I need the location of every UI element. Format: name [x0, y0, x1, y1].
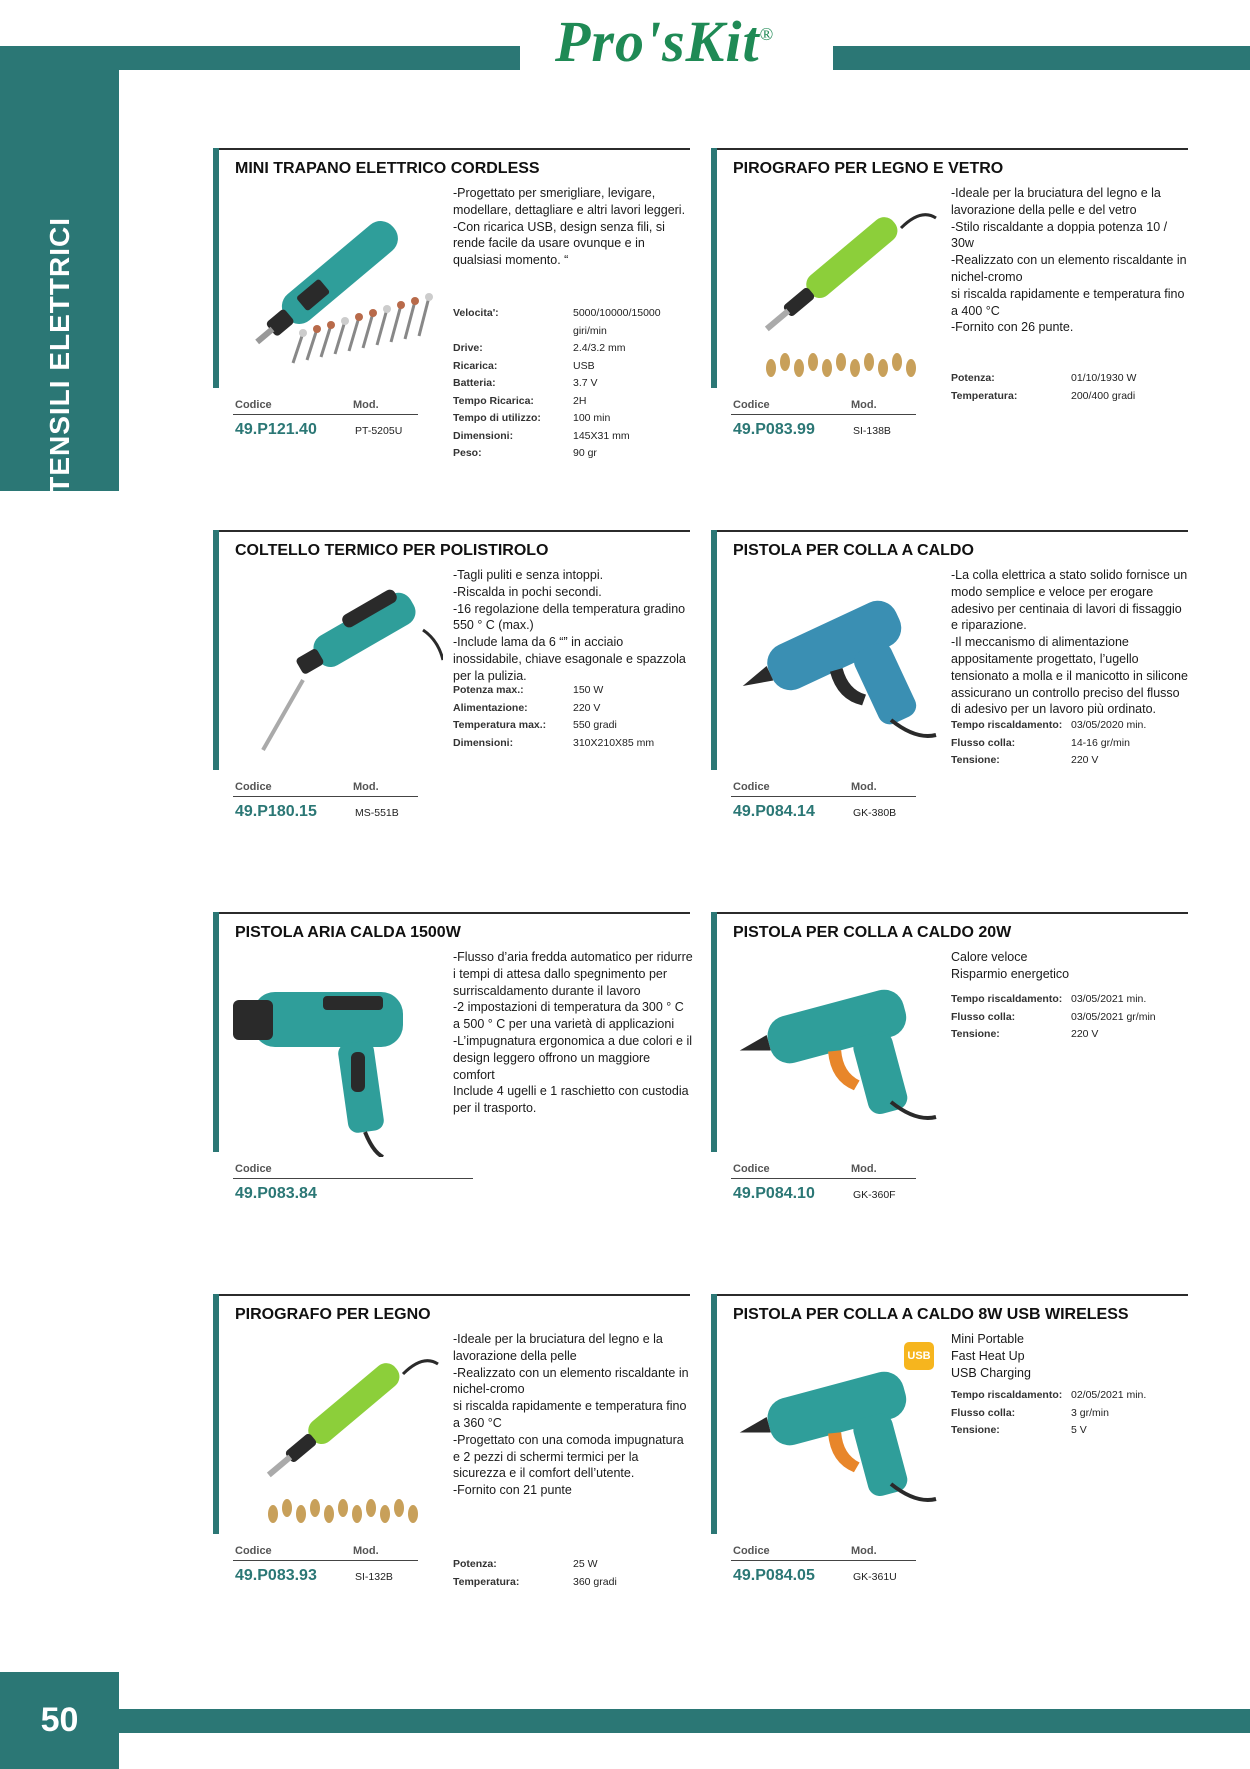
spec-row — [453, 410, 683, 428]
description-line: -Il meccanismo di alimentazione appositamente progettato, l’ugello tensionato a molla e il manicotto in silicone assicurano un controllo preciso del flusso di adesivo per un lavoro più ordinato. — [951, 635, 1188, 717]
section-tab — [0, 46, 119, 515]
spec-key: Dimensioni: — [453, 736, 514, 749]
model-label: Mod. — [353, 781, 379, 793]
code-label: Codice — [235, 1545, 272, 1557]
spec-value: 3.7 V — [573, 377, 598, 389]
pyrography-pen-icon — [233, 1334, 443, 1539]
page-number: 50 — [0, 1672, 119, 1769]
card-top-rule — [213, 912, 690, 914]
code-rule — [731, 414, 916, 415]
model-label: Mod. — [851, 399, 877, 411]
spec-key: Potenza: — [453, 1558, 497, 1570]
product-specs — [453, 305, 683, 463]
description-line: Calore veloce — [951, 950, 1028, 964]
card-top-rule — [711, 912, 1188, 914]
product-code: 49.P083.99 — [733, 421, 815, 438]
spec-row — [951, 1405, 1181, 1423]
description-line: Risparmio energetico — [951, 966, 1070, 981]
spec-value: 01/10/1930 W — [1071, 372, 1137, 384]
card-left-bar — [213, 912, 219, 1152]
spec-value: 5000/10000/15000 giri/min — [573, 307, 661, 337]
card-left-bar — [711, 530, 717, 770]
product-card — [711, 1294, 1188, 1599]
description-line: -2 impostazioni di temperatura da 300 ° C a 500 ° C per una varietà di applicazioni — [453, 1000, 684, 1032]
glue-gun-icon — [731, 570, 941, 775]
product-specs — [951, 717, 1181, 770]
code-rule — [731, 796, 916, 797]
spec-key: Temperatura max.: — [453, 719, 547, 731]
heat-gun-icon — [233, 952, 443, 1157]
spec-value: 150 W — [573, 684, 604, 696]
code-label: Codice — [733, 1545, 770, 1557]
spec-key: Flusso colla: — [951, 1010, 1016, 1023]
card-left-bar — [213, 148, 219, 388]
spec-value: 2.4/3.2 mm — [573, 342, 626, 354]
spec-row — [951, 1422, 1181, 1440]
product-card — [213, 912, 693, 1217]
product-model: PT-5205U — [355, 425, 403, 437]
product-description — [453, 1331, 693, 1499]
card-top-rule — [711, 148, 1188, 150]
product-code: 49.P084.14 — [733, 803, 815, 820]
code-label: Codice — [733, 399, 770, 411]
code-rule — [233, 1560, 418, 1561]
spec-key: Ricarica: — [453, 359, 498, 372]
model-label: Mod. — [851, 1163, 877, 1175]
spec-value: 14-16 gr/min — [1071, 736, 1130, 749]
card-top-rule — [213, 1294, 690, 1296]
code-rule — [731, 1560, 916, 1561]
description-line: -Ideale per la bruciatura del legno e la lavorazione della pelle — [453, 1332, 663, 1363]
spec-value: 3 gr/min — [1071, 1406, 1109, 1419]
spec-row — [453, 735, 683, 753]
description-line: -Progettato per smerigliare, levigare, modellare, dettagliare e altri lavori leggeri. — [453, 186, 686, 217]
spec-key: Drive: — [453, 342, 483, 354]
product-description — [951, 185, 1191, 336]
rotary-tool-icon — [233, 188, 443, 393]
product-title: PISTOLA PER COLLA A CALDO 8W USB WIRELESS — [733, 1306, 1129, 1323]
model-label: Mod. — [353, 1545, 379, 1557]
spec-value: 200/400 gradi — [1071, 389, 1136, 402]
section-label: UTENSILI ELETTRICI — [44, 217, 75, 515]
code-label: Codice — [235, 1163, 272, 1175]
description-line: -Realizzato con un elemento riscaldante in nichel-cromo — [951, 253, 1187, 284]
card-top-rule — [213, 530, 690, 532]
card-top-rule — [711, 1294, 1188, 1296]
header-bar-right — [833, 46, 1250, 70]
spec-row — [951, 735, 1181, 753]
description-line: USB Charging — [951, 1365, 1031, 1380]
card-left-bar — [213, 530, 219, 770]
spec-row — [951, 1009, 1181, 1027]
spec-value: 100 min — [573, 412, 611, 424]
description-line: si riscalda rapidamente e temperatura fino a 360 °C — [453, 1399, 687, 1430]
description-line: -La colla elettrica a stato solido fornisce un modo semplice e veloce per erogare adesivo per centinaia di lavori di fissaggio e riparazione. — [951, 568, 1188, 633]
spec-value: 145X31 mm — [573, 429, 630, 442]
product-specs — [453, 682, 683, 752]
product-model: GK-361U — [853, 1571, 897, 1583]
code-rule — [731, 1178, 916, 1179]
product-description — [453, 949, 693, 1117]
spec-key: Flusso colla: — [951, 736, 1016, 749]
spec-key: Dimensioni: — [453, 429, 514, 442]
code-rule — [233, 414, 418, 415]
spec-row — [453, 375, 683, 393]
product-card — [213, 530, 690, 835]
spec-value: 360 gradi — [573, 1575, 617, 1588]
product-title: PISTOLA ARIA CALDA 1500W — [235, 924, 461, 941]
spec-value: 550 gradi — [573, 719, 617, 731]
description-line: -Ideale per la bruciatura del legno e la lavorazione della pelle e del vetro — [951, 186, 1161, 217]
product-title: COLTELLO TERMICO PER POLISTIROLO — [235, 542, 549, 559]
spec-row — [951, 1026, 1181, 1044]
product-specs — [951, 991, 1181, 1044]
spec-row — [453, 358, 683, 376]
description-line: Include 4 ugelli e 1 raschietto con custodia per il trasporto. — [453, 1084, 689, 1116]
spec-value: 25 W — [573, 1558, 598, 1570]
card-left-bar — [711, 148, 717, 388]
spec-row — [951, 752, 1181, 770]
product-title: MINI TRAPANO ELETTRICO CORDLESS — [235, 160, 540, 177]
code-rule — [233, 1178, 473, 1179]
description-line: Mini Portable — [951, 1332, 1024, 1346]
description-line: -Progettato con una comoda impugnatura — [453, 1432, 684, 1447]
spec-value: 90 gr — [573, 447, 597, 459]
spec-key: Tempo di utilizzo: — [453, 412, 541, 424]
description-line: -Fornito con 26 punte. — [951, 320, 1074, 335]
spec-key: Tensione: — [951, 1028, 1000, 1040]
product-code: 49.P180.15 — [235, 803, 317, 820]
spec-key: Tensione: — [951, 754, 1000, 766]
spec-value: 02/05/2021 min. — [1071, 1389, 1147, 1401]
spec-row — [951, 991, 1181, 1009]
description-line: -L’impugnatura ergonomica a due colori e il design leggero offrono un maggiore comfort — [453, 1033, 693, 1082]
spec-value: 03/05/2021 min. — [1071, 993, 1147, 1005]
glue-gun-icon — [731, 952, 941, 1157]
product-model: GK-360F — [853, 1189, 896, 1201]
spec-value: 2H — [573, 394, 587, 407]
product-code: 49.P083.93 — [235, 1567, 317, 1584]
product-code: 49.P083.84 — [235, 1185, 317, 1202]
product-model: GK-380B — [853, 807, 897, 819]
description-line: -Stilo riscaldante a doppia potenza 10 / 30w — [951, 219, 1168, 251]
spec-value: 220 V — [1071, 754, 1099, 766]
product-card — [711, 148, 1188, 453]
product-card — [711, 530, 1188, 835]
description-line: -Con ricarica USB, design senza fili, si rende facile da usare ovunque e in qualsiasi momento. “ — [453, 219, 665, 268]
brand-logo: Pro'sKit® — [555, 9, 775, 74]
product-code: 49.P121.40 — [235, 421, 317, 438]
spec-row — [453, 717, 683, 735]
spec-value: 03/05/2020 min. — [1071, 719, 1147, 731]
spec-row — [453, 305, 683, 340]
spec-row — [453, 393, 683, 411]
product-title: PISTOLA PER COLLA A CALDO 20W — [733, 924, 1012, 941]
spec-value: 03/05/2021 gr/min — [1071, 1010, 1156, 1023]
product-code: 49.P084.05 — [733, 1567, 815, 1584]
model-label: Mod. — [353, 399, 379, 411]
product-code: 49.P084.10 — [733, 1185, 815, 1202]
model-label: Mod. — [851, 1545, 877, 1557]
product-model: SI-138B — [853, 425, 891, 437]
footer-bar — [119, 1709, 1250, 1733]
product-title: PIROGRAFO PER LEGNO — [235, 1306, 431, 1323]
product-specs — [951, 370, 1181, 405]
spec-row — [453, 340, 683, 358]
description-line: Fast Heat Up — [951, 1348, 1025, 1363]
spec-key: Tempo Ricarica: — [453, 394, 534, 407]
product-description — [453, 567, 693, 685]
description-line: si riscalda rapidamente e temperatura fino a 400 °C — [951, 286, 1185, 318]
spec-row — [951, 388, 1181, 406]
spec-key: Flusso colla: — [951, 1406, 1016, 1419]
spec-row — [453, 1556, 683, 1574]
product-description — [453, 185, 693, 269]
spec-value: 220 V — [1071, 1028, 1099, 1040]
description-line: -Riscalda in pochi secondi. — [453, 584, 602, 599]
spec-key: Potenza: — [951, 372, 995, 384]
spec-row — [951, 717, 1181, 735]
spec-key: Peso: — [453, 447, 482, 459]
code-rule — [233, 796, 418, 797]
spec-key: Velocita': — [453, 307, 499, 319]
code-label: Codice — [235, 399, 272, 411]
spec-key: Tempo riscaldamento: — [951, 993, 1063, 1005]
spec-key: Tempo riscaldamento: — [951, 719, 1063, 731]
foam-cutter-icon — [233, 570, 443, 775]
spec-value: 5 V — [1071, 1424, 1087, 1436]
code-label: Codice — [733, 781, 770, 793]
usb-icon: USB — [904, 1342, 934, 1370]
product-specs — [453, 1556, 683, 1591]
spec-key: Temperatura: — [453, 1575, 520, 1588]
spec-value: USB — [573, 359, 595, 372]
spec-key: Tempo riscaldamento: — [951, 1389, 1063, 1401]
product-model: MS-551B — [355, 807, 399, 819]
spec-key: Temperatura: — [951, 389, 1018, 402]
product-card — [711, 912, 1188, 1217]
spec-key: Alimentazione: — [453, 701, 528, 714]
spec-row — [453, 1574, 683, 1592]
card-left-bar — [213, 1294, 219, 1534]
spec-row — [453, 445, 683, 463]
product-specs — [951, 1387, 1181, 1440]
spec-row — [453, 700, 683, 718]
description-line: -16 regolazione della temperatura gradino 550 ° C (max.) — [453, 601, 686, 633]
model-label: Mod. — [851, 781, 877, 793]
card-top-rule — [711, 530, 1188, 532]
spec-value: 310X210X85 mm — [573, 736, 655, 749]
spec-row — [453, 682, 683, 700]
description-line: -Realizzato con un elemento riscaldante in nichel-cromo — [453, 1365, 689, 1397]
description-line: -Include lama da 6 “” in acciaio inossidabile, chiave esagonale e spazzola per la pulizia. — [453, 635, 686, 683]
product-description — [951, 1331, 1191, 1381]
spec-key: Batteria: — [453, 377, 496, 389]
spec-row — [951, 370, 1181, 388]
description-line: -Flusso d’aria fredda automatico per ridurre i tempi di attesa dallo spegnimento per surriscaldamento durante il lavoro — [453, 950, 693, 998]
description-line: e 2 pezzi di schermi termici per la sicurezza e il comfort dell’utente. — [453, 1449, 639, 1481]
product-card — [213, 148, 690, 459]
description-line: -Tagli puliti e senza intoppi. — [453, 568, 604, 582]
spec-row — [453, 428, 683, 446]
card-left-bar — [711, 1294, 717, 1534]
product-description — [951, 567, 1191, 718]
spec-row — [951, 1387, 1181, 1405]
spec-key: Potenza max.: — [453, 684, 524, 696]
code-label: Codice — [733, 1163, 770, 1175]
card-left-bar — [711, 912, 717, 1152]
product-title: PIROGRAFO PER LEGNO E VETRO — [733, 160, 1004, 177]
description-line: -Fornito con 21 punte — [453, 1483, 572, 1498]
code-label: Codice — [235, 781, 272, 793]
spec-value: 220 V — [573, 701, 601, 714]
product-description — [951, 949, 1191, 983]
product-card — [213, 1294, 690, 1599]
card-top-rule — [213, 148, 690, 150]
spec-key: Tensione: — [951, 1424, 1000, 1436]
product-title: PISTOLA PER COLLA A CALDO — [733, 542, 974, 559]
product-model: SI-132B — [355, 1571, 393, 1583]
pyrography-pen-icon — [731, 188, 941, 393]
